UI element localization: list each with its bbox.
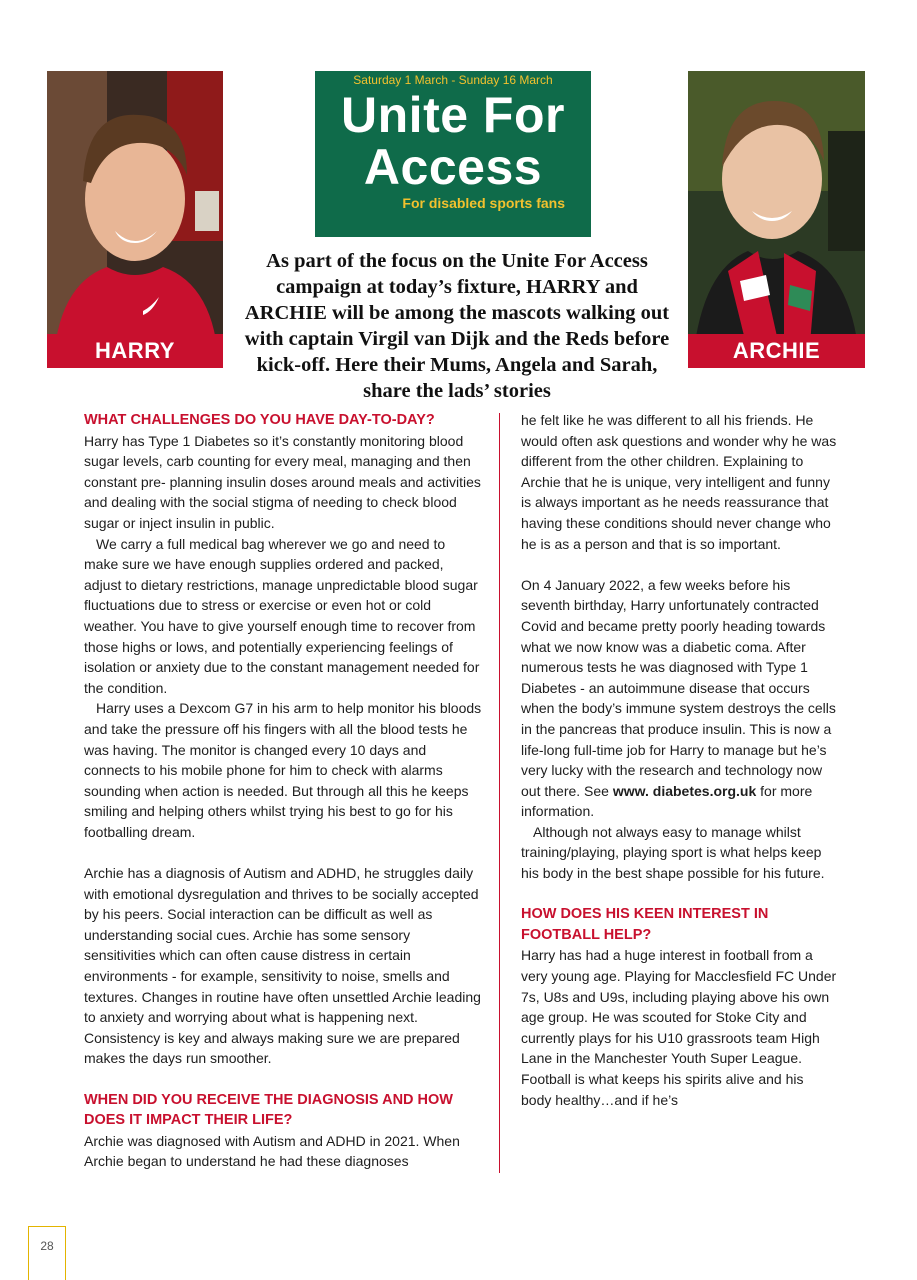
- harry-name-label: HARRY: [47, 334, 223, 368]
- paragraph-archie-diagnosis: Archie was diagnosed with Autism and ADHD in 2021. When Archie began to understand he had these diagnoses: [84, 1132, 460, 1170]
- archie-name-label: ARCHIE: [688, 334, 865, 368]
- harry-photo: [47, 71, 223, 368]
- heading-football: HOW DOES HIS KEEN INTEREST IN FOOTBALL HELP?: [521, 906, 769, 943]
- logo-title-line1: Unite For: [341, 87, 565, 143]
- diabetes-website-link[interactable]: www. diabetes.org.uk: [612, 782, 757, 799]
- logo-dates: Saturday 1 March - Sunday 16 March: [353, 73, 553, 87]
- paragraph-medical-bag: We carry a full medical bag wherever we go and need to make sure we have enough supplies ordered and packed, adjust to dietary restrictions, manage unpredictable blood sugar fluctuations due to stress or exercise or even hot or cold weather. You have to give yourself enough time to recover from those highs or lows, and potentially experiencing feelings of isolation or anxiety due to the constant management needed for the condition.: [84, 535, 480, 696]
- heading-diagnosis: WHEN DID YOU RECEIVE THE DIAGNOSIS AND HOW DOES IT IMPACT THEIR LIFE?: [84, 1091, 453, 1129]
- right-column: [521, 410, 837, 1110]
- paragraph-harry-diabetes: Harry has Type 1 Diabetes so it’s constantly monitoring blood sugar levels, carb counting for every meal, managing and then constant pre- planning insulin doses around meals and activities and dealing with the social stigma of needing to check blood sugar or inject insulin in public.: [84, 432, 481, 531]
- left-column: [84, 410, 482, 1172]
- logo-subtitle: For disabled sports fans: [402, 195, 565, 211]
- unite-for-access-logo: [315, 71, 591, 237]
- page-number: 28: [28, 1226, 66, 1280]
- paragraph-dexcom: Harry uses a Dexcom G7 in his arm to help monitor his bloods and take the pressure off his fingers with all the blood tests he was having. The monitor is changed every 10 days and connects to his mobile phone for him to check with alarms sounding when action is needed. But through all this he keeps smiling and helping others whilst trying his best to go for his footballing dream.: [84, 700, 482, 840]
- paragraph-archie-different: he felt like he was different to all his friends. He would often ask questions and wonder why he was different from the other children. Explaining to Archie that he is unique, very intelligent and funny is always important as he needs reassurance that having these conditions should never change who he is as a person and that is so important.: [521, 412, 837, 552]
- archie-photo: [688, 71, 865, 368]
- paragraph-training: Although not always easy to manage whilst training/playing, playing sport is what helps keep his body in the best shape possible for his future.: [521, 823, 825, 882]
- column-divider: [499, 413, 500, 1173]
- covid-text: On 4 January 2022, a few weeks before his seventh birthday, Harry unfortunately contracted Covid and became pretty poorly heading towards what we now know was a diabetic coma. After numerous tests he was diagnosed with Type 1 Diabetes - an autoimmune disease that occurs when the body’s immune system destroys the cells in the pancreas that produce insulin. This is now a life-long full-time job for Harry to manage but he’s very lucky with the research and technology now out there. See: [521, 576, 836, 799]
- paragraph-archie-autism: Archie has a diagnosis of Autism and ADHD, he struggles daily with emotional dysregulation and thrives to be socially accepted by his peers. Social interaction can be difficult as well as understanding social cues. Archie has some sensory sensitivities which can often cause distress in certain environments - for example, sensitivity to noise, smells and textures. Changes in routine have often unsettled Archie leading to anxiety and worrying about what is happening next. Consistency is key and always making sure we are prepared makes the days run smoother.: [84, 865, 481, 1067]
- harry-portrait-image: [47, 71, 223, 368]
- paragraph-football-interest: Harry has had a huge interest in football from a very young age. Playing for Macclesfield FC Under 7s, U8s and U9s, including playing above his own age group. He was scouted for Stoke City and currently plays for his U10 grassroots team High Lane in the Manchester Youth Super League. Football is what keeps his spirits alive and his body healthy…and if he’s: [521, 947, 837, 1108]
- paragraph-harry-covid: [521, 575, 837, 822]
- more-info-text: for more information.: [521, 782, 813, 820]
- archie-portrait-image: [688, 71, 865, 368]
- logo-title-line2: Access: [363, 139, 543, 195]
- intro-standfirst: As part of the focus on the Unite For Access campaign at today’s fixture, HARRY and ARCHIE will be among the mascots walking out with captain Virgil van Dijk and the Reds before kick-off. Here their Mums, Angela and Sarah, share the lads’ stories: [244, 250, 670, 402]
- heading-challenges: WHAT CHALLENGES DO YOU HAVE DAY-TO-DAY?: [84, 412, 435, 428]
